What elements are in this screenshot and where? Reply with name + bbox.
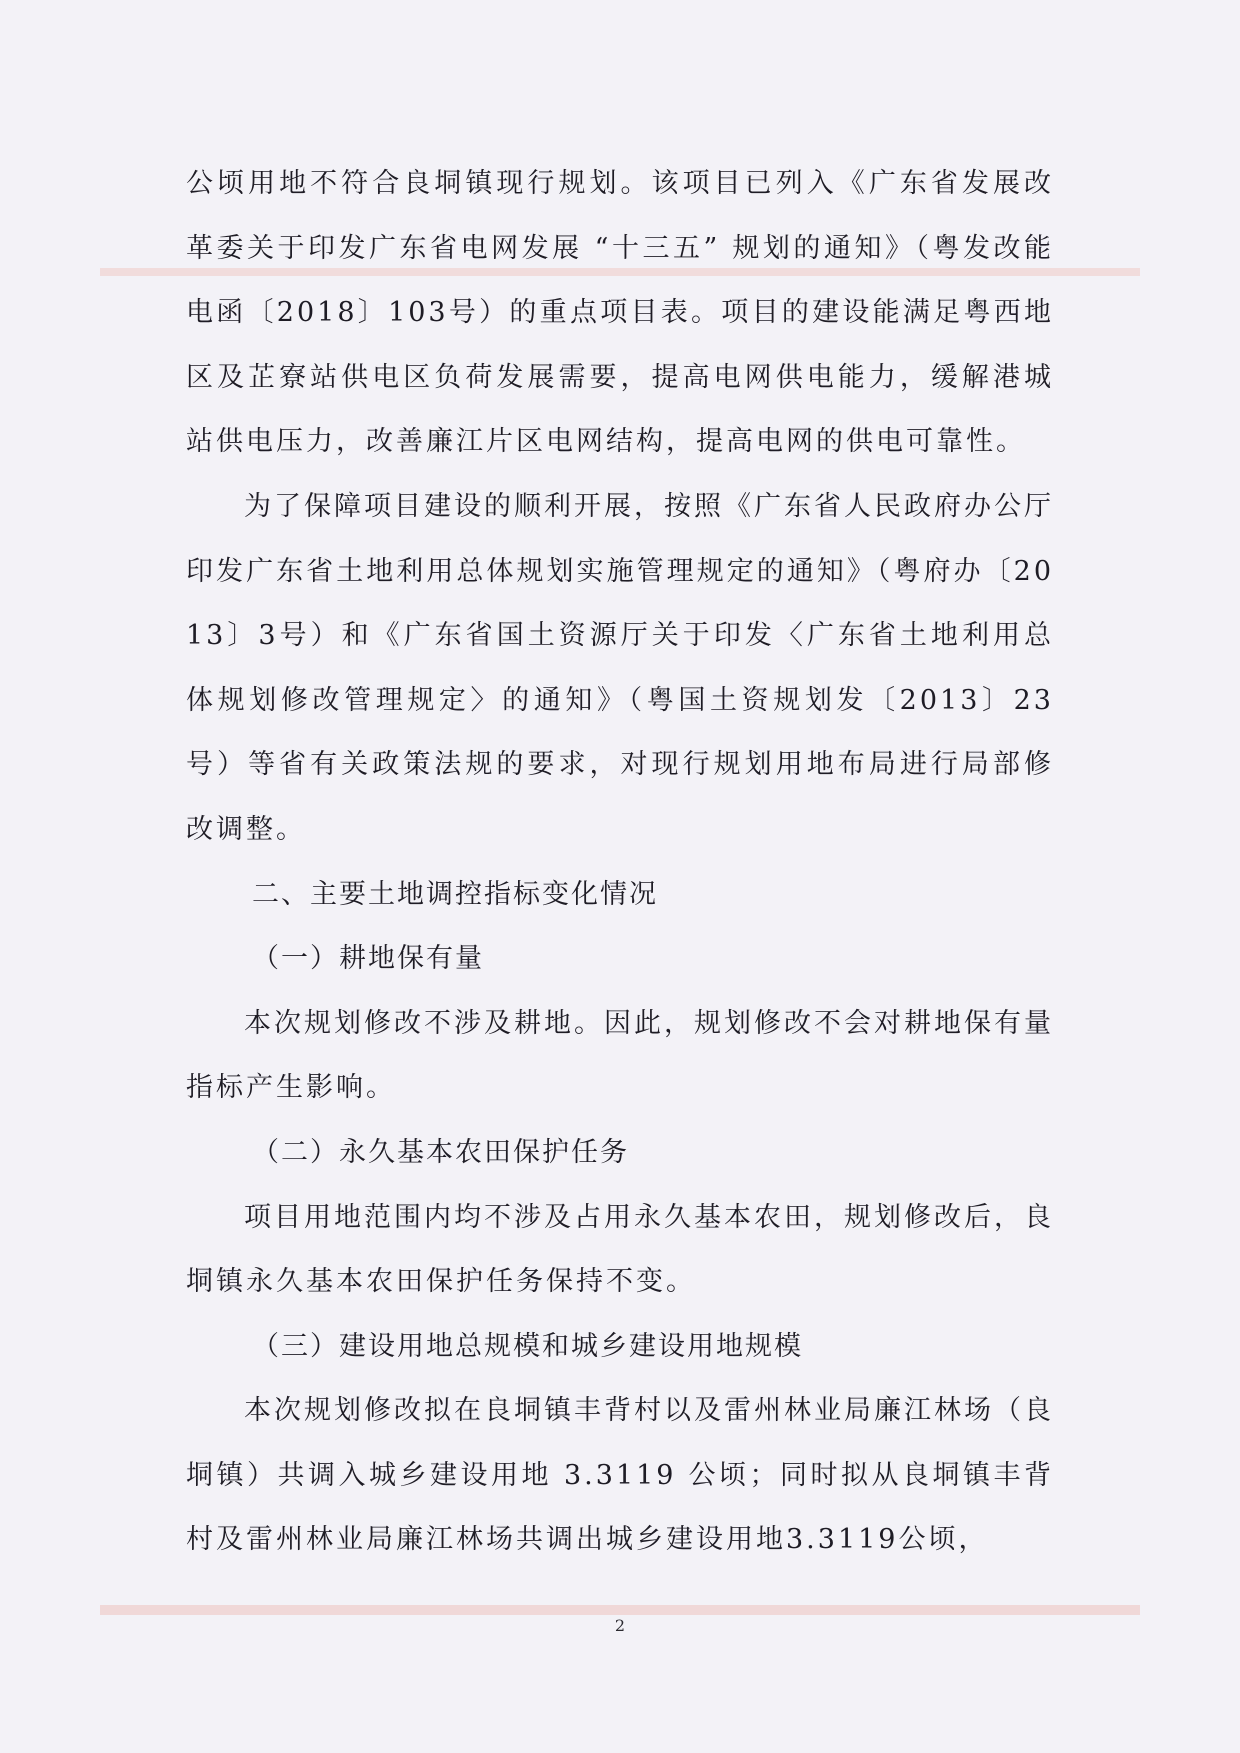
section-heading-land-indicators: 二、主要土地调控指标变化情况 [252, 878, 658, 910]
page-number: 2 [614, 1616, 626, 1635]
footer-stripe [100, 1605, 1140, 1615]
document-body [186, 152, 1054, 1573]
paragraph-farmland: 本次规划修改不涉及耕地。因此，规划修改不会对耕地保有量指标产生影响。 [186, 1007, 1054, 1104]
subsection-heading-basic-farmland: （二）永久基本农田保护任务 [252, 1136, 629, 1168]
subsection-heading-construction-land: （三）建设用地总规模和城乡建设用地规模 [252, 1330, 803, 1362]
subsection-heading-farmland: （一）耕地保有量 [252, 943, 484, 975]
paragraph-legal-basis: 为了保障项目建设的顺利开展，按照《广东省人民政府办公厅印发广东省土地利用总体规划实施管理规定的通知》（粤府办〔2013〕3号）和《广东省国土资源厅关于印发〈广东省土地利用总体规划修改管理规定〉的通知》（粤国土资规划发〔2013〕23号）等省有关政策法规的要求，对现行规划用地布局进行局部修改调整。 [186, 490, 1054, 845]
paragraph-basic-farmland: 项目用地范围内均不涉及占用永久基本农田，规划修改后，良垌镇永久基本农田保护任务保持不变。 [186, 1201, 1054, 1298]
paragraph-project-background: 公顷用地不符合良垌镇现行规划。该项目已列入《广东省发展改革委关于印发广东省电网发展 “十三五” 规划的通知》（粤发改能电函〔2018〕103号）的重点项目表。项目的建设能满足粤西地区及芷寮站供电区负荷发展需要，提高电网供电能力，缓解港城站供电压力，改善廉江片区电网结构，提高电网的供电可靠性。 [186, 168, 1054, 458]
paragraph-construction-land: 本次规划修改拟在良垌镇丰背村以及雷州林业局廉江林场（良垌镇）共调入城乡建设用地 3.3119 公顷；同时拟从良垌镇丰背村及雷州林业局廉江林场共调出城乡建设用地3.3119公顷， [186, 1395, 1054, 1556]
